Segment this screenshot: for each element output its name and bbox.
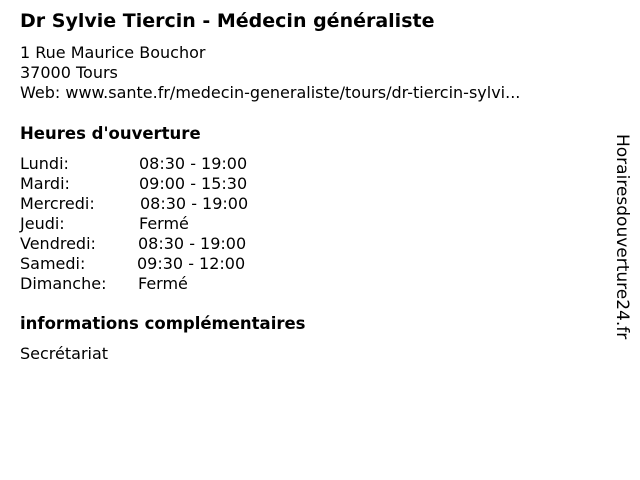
address-city: 37000 Tours [20, 63, 118, 82]
page-title: Dr Sylvie Tiercin - Médecin généraliste [20, 10, 435, 32]
time-value: 08:30 - 19:00 [138, 234, 247, 253]
address-street: 1 Rue Maurice Bouchor [20, 43, 206, 62]
info-heading: informations complémentaires [20, 314, 306, 333]
info-text: Secrétariat [20, 344, 109, 363]
time-value: Fermé [138, 274, 188, 293]
day-label: Lundi: [20, 154, 69, 173]
day-label: Samedi: [20, 254, 86, 273]
day-label: Mercredi: [20, 194, 95, 213]
day-label: Dimanche: [20, 274, 107, 293]
site-watermark: Horairesdouverture24.fr [612, 134, 632, 340]
website-link[interactable]: Web: www.sante.fr/medecin-generaliste/tours/dr-tiercin-sylvi... [20, 83, 521, 102]
day-label: Jeudi: [20, 214, 65, 233]
time-value: 09:00 - 15:30 [139, 174, 248, 193]
day-label: Vendredi: [20, 234, 96, 253]
time-value: 08:30 - 19:00 [139, 154, 248, 173]
time-value: 09:30 - 12:00 [137, 254, 246, 273]
day-label: Mardi: [20, 174, 70, 193]
time-value: Fermé [139, 214, 189, 233]
time-value: 08:30 - 19:00 [140, 194, 249, 213]
hours-heading: Heures d'ouverture [20, 124, 201, 143]
